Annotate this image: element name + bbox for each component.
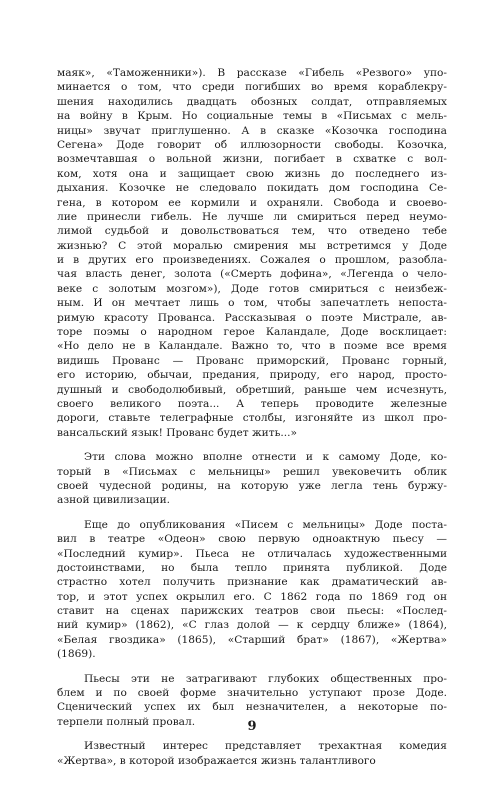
text-line: «Жертва», в которой изображается жизнь талантливого [57,754,376,767]
text-line: ком, хотя она и защищает свою жизнь до последнего из- [57,167,447,180]
text-line: минается о том, что среди погибших во время кораблекру- [57,81,447,94]
text-line: Пьесы эти не затрагивают глубоких общественных про- [84,672,447,685]
text-line: ний кумир» (1862), «С глаз долой — к сердцу ближе» (1864), [57,619,447,632]
text-line: и в других его произведениях. Сожалея о прошлом, разобла- [57,254,447,267]
text-line: Сценический успех их был незначителен, а некоторые по- [57,701,447,714]
text-line: терпели полный провал. [57,715,196,728]
text-line: веке с золотым мозгом»), Доде готов смириться с неизбеж- [57,282,447,295]
paragraph [57,66,447,440]
paragraph-gap [57,440,447,450]
text-line: римую красоту Прованса. Рассказывая о поэте Мистрале, ав- [57,311,447,324]
text-line: тор, и этот успех окрылил его. С 1862 года по 1869 год он [57,590,447,603]
text-line: (1869). [57,648,96,661]
text-line: азной цивилизации. [57,494,171,507]
text-line: вансальский язык! Прованс будет жить...» [57,426,297,439]
text-line: дыхания. Козочке не следовало покидать дом господина Се- [57,182,447,195]
text-line: «Последний кумир». Пьеса не отличалась художественными [57,547,447,560]
paragraph-gap [57,662,447,672]
text-line: Сегена» Доде говорит об иллюзорности свободы. Козочка, [57,138,447,151]
text-line: на войну в Крым. Но социальные темы в «Письмах с мель- [57,110,447,123]
text-line: возмечтавшая о вольной жизни, погибает в схватке с вол- [57,153,447,166]
paragraph [57,739,447,768]
text-line: «Но дело не в Каландале. Важно то, что в поэме все время [57,340,447,353]
page-number: 9 [247,719,257,734]
text-line: чая власть денег, золота («Смерть дофина», «Легенда о чело- [57,268,447,281]
text-line: шения находились двадцать обозных солдат, отправляемых [57,95,447,108]
text-line: гена, в котором ее кормили и охраняли. Свобода и своево- [57,196,447,209]
text-line: его историю, обычаи, предания, природу, его народ, просто- [57,369,447,382]
text-line: Еще до опубликования «Писем с мельницы» Доде поста- [84,518,447,531]
paragraph [57,518,447,662]
text-line: дороги, ставьте телеграфные столбы, изгоняйте из школ про- [57,412,447,425]
text-line: Эти слова можно вполне отнести и к самому Доде, ко- [84,451,447,464]
text-line: ставит на сценах парижских театров свои пьесы: «Послед- [57,605,447,618]
text-line: «Белая гвоздика» (1865), «Старший брат» (1867), «Жертва» [57,633,447,646]
text-line: своей чудесной родины, на которую уже легла тень буржу- [57,479,447,492]
text-line: Известный интерес представляет трехактная комедия [84,740,447,753]
text-line: своего великого поэта... А теперь проводите железные [57,397,447,410]
text-line: лие принесли гибель. Не лучше ли смириться перед неумо- [57,210,447,223]
paragraph [57,450,447,508]
text-line: маяк», «Таможенники»). В рассказе «Гибель «Резвого» упо- [57,67,447,79]
text-line: блем и по своей форме значительно уступают прозе Доде. [57,687,447,700]
text-line: душный и свободолюбивый, обретший, раньше чем исчезнуть, [57,383,447,396]
text-line: торый в «Письмах с мельницы» решил увековечить облик [57,465,447,478]
text-line: жизнью? С этой моралью смирения мы встретимся у Доде [57,239,447,252]
text-line: страстно хотел получить признание как драматический ав- [57,576,447,589]
page-body-text [57,66,447,768]
text-line: торе поэмы о народном герое Каландале, Доде восклицает: [57,326,447,339]
text-line: достоинствами, но была тепло принята публикой. Доде [57,561,447,574]
text-line: вил в театре «Одеон» свою первую одноактную пьесу — [57,533,447,546]
text-line: ницы» звучат приглушенно. А в сказке «Козочка господина [57,124,447,137]
text-line: ным. И он мечтает лишь о том, чтобы запечатлеть непоста- [57,297,447,310]
paragraph-gap [57,508,447,518]
text-line: лимой судьбой и довольствоваться тем, что отведено тебе [57,225,447,238]
text-line: видишь Прованс — Прованс приморский, Прованс горный, [57,354,447,367]
